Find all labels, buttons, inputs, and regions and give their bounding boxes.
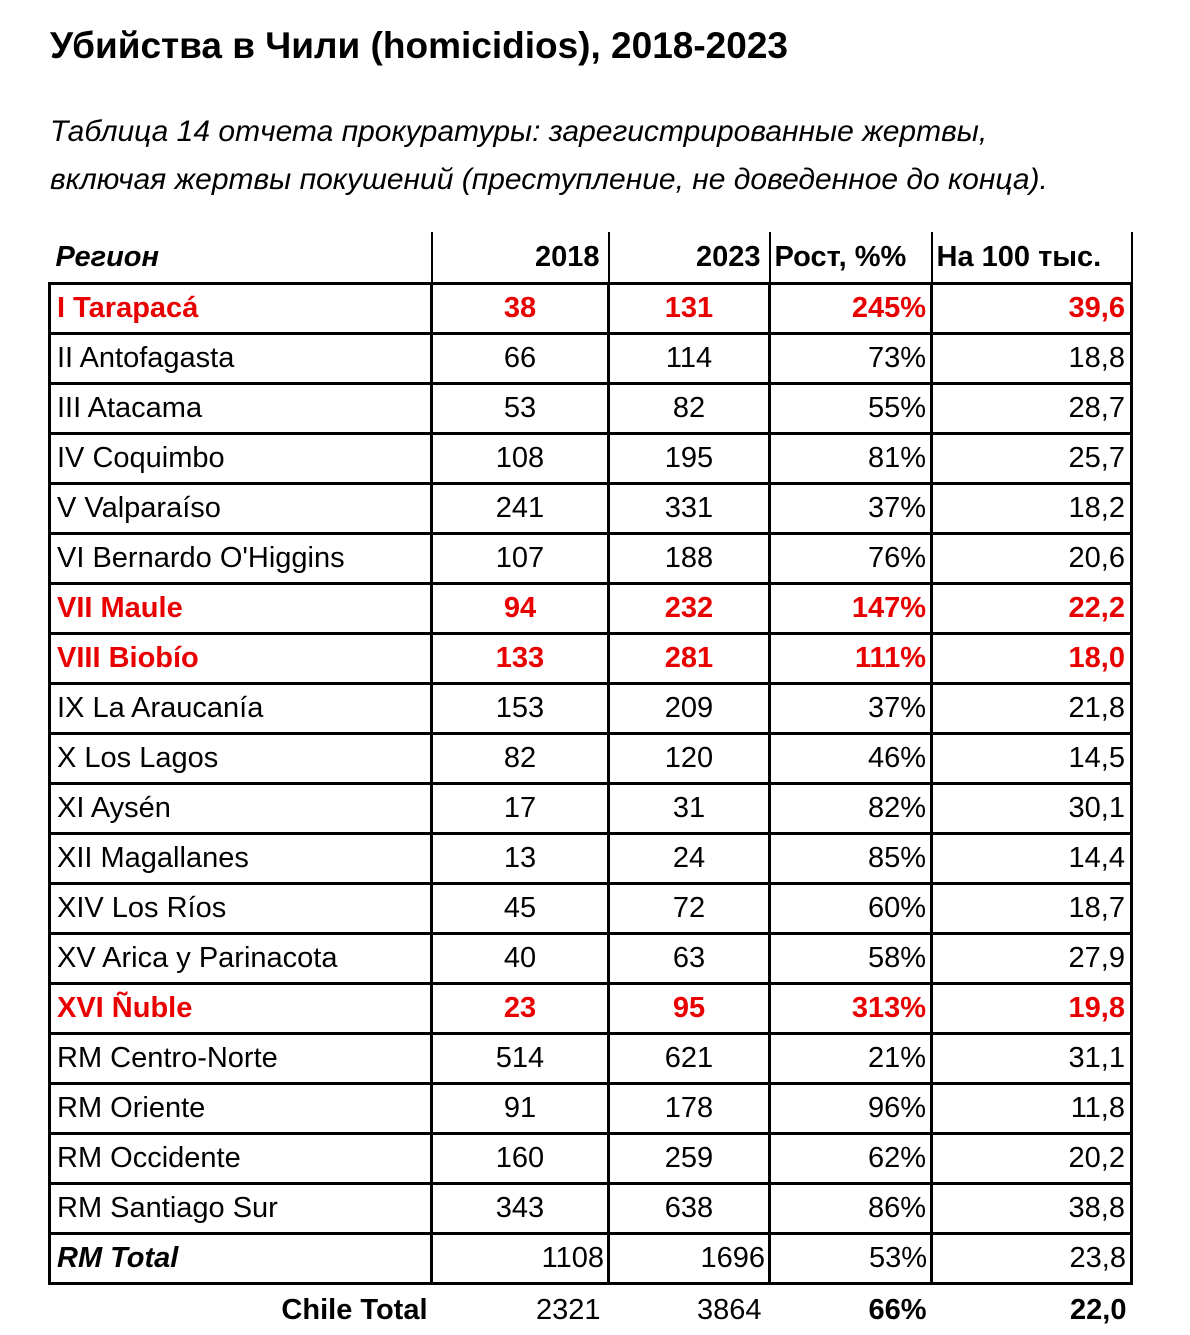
value-2023-cell: 259 — [609, 1134, 770, 1184]
rm-total-row — [50, 1234, 1132, 1284]
growth-cell: 86% — [770, 1184, 932, 1234]
growth-cell: 62% — [770, 1134, 932, 1184]
region-cell: X Los Lagos — [50, 734, 432, 784]
rm-total-2023-cell: 1696 — [609, 1234, 770, 1284]
value-2018-cell: 38 — [432, 284, 609, 334]
value-2018-cell: 66 — [432, 334, 609, 384]
per100k-cell: 18,8 — [932, 334, 1132, 384]
table-row — [50, 534, 1132, 584]
table-row — [50, 784, 1132, 834]
region-cell: VIII Biobío — [50, 634, 432, 684]
value-2023-cell: 621 — [609, 1034, 770, 1084]
value-2018-cell: 108 — [432, 434, 609, 484]
chile-total-2023-cell: 3864 — [609, 1284, 770, 1335]
growth-cell: 96% — [770, 1084, 932, 1134]
table-row — [50, 1184, 1132, 1234]
value-2018-cell: 153 — [432, 684, 609, 734]
value-2023-cell: 24 — [609, 834, 770, 884]
growth-cell: 46% — [770, 734, 932, 784]
region-cell: RM Oriente — [50, 1084, 432, 1134]
growth-cell: 58% — [770, 934, 932, 984]
value-2018-cell: 94 — [432, 584, 609, 634]
table-row — [50, 584, 1132, 634]
region-cell: IV Coquimbo — [50, 434, 432, 484]
value-2018-cell: 241 — [432, 484, 609, 534]
col-header-2023: 2023 — [609, 232, 770, 284]
col-header-growth: Рост, %% — [770, 232, 932, 284]
table-row — [50, 984, 1132, 1034]
subtitle-line-2: включая жертвы покушений (преступление, не доведенное до конца). — [50, 163, 1048, 196]
per100k-cell: 20,2 — [932, 1134, 1132, 1184]
value-2023-cell: 72 — [609, 884, 770, 934]
rm-total-2018-cell: 1108 — [432, 1234, 609, 1284]
value-2018-cell: 107 — [432, 534, 609, 584]
region-cell: XIV Los Ríos — [50, 884, 432, 934]
growth-cell: 82% — [770, 784, 932, 834]
region-cell: II Antofagasta — [50, 334, 432, 384]
table-row — [50, 884, 1132, 934]
table-row — [50, 634, 1132, 684]
table-row — [50, 434, 1132, 484]
table-row — [50, 734, 1132, 784]
per100k-cell: 20,6 — [932, 534, 1132, 584]
rm-total-label: RM Total — [50, 1234, 432, 1284]
growth-cell: 73% — [770, 334, 932, 384]
value-2023-cell: 638 — [609, 1184, 770, 1234]
value-2018-cell: 91 — [432, 1084, 609, 1134]
region-cell: IX La Araucanía — [50, 684, 432, 734]
growth-cell: 81% — [770, 434, 932, 484]
region-cell: VI Bernardo O'Higgins — [50, 534, 432, 584]
value-2023-cell: 95 — [609, 984, 770, 1034]
value-2018-cell: 133 — [432, 634, 609, 684]
col-header-region: Регион — [50, 232, 432, 284]
value-2023-cell: 31 — [609, 784, 770, 834]
per100k-cell: 28,7 — [932, 384, 1132, 434]
chile-total-row — [50, 1284, 1132, 1335]
value-2023-cell: 188 — [609, 534, 770, 584]
value-2023-cell: 195 — [609, 434, 770, 484]
table-row — [50, 1134, 1132, 1184]
value-2018-cell: 13 — [432, 834, 609, 884]
value-2018-cell: 514 — [432, 1034, 609, 1084]
growth-cell: 111% — [770, 634, 932, 684]
region-cell: XVI Ñuble — [50, 984, 432, 1034]
per100k-cell: 11,8 — [932, 1084, 1132, 1134]
subtitle-line-1: Таблица 14 отчета прокуратуры: зарегистрированные жертвы, — [50, 115, 987, 148]
per100k-cell: 27,9 — [932, 934, 1132, 984]
value-2018-cell: 40 — [432, 934, 609, 984]
per100k-cell: 30,1 — [932, 784, 1132, 834]
page-title: Убийства в Чили (homicidios), 2018-2023 — [50, 24, 1132, 68]
value-2018-cell: 82 — [432, 734, 609, 784]
region-cell: RM Centro-Norte — [50, 1034, 432, 1084]
value-2023-cell: 63 — [609, 934, 770, 984]
table-row — [50, 384, 1132, 434]
rm-total-per100k-cell: 23,8 — [932, 1234, 1132, 1284]
col-header-2018: 2018 — [432, 232, 609, 284]
per100k-cell: 22,2 — [932, 584, 1132, 634]
value-2023-cell: 131 — [609, 284, 770, 334]
chile-total-per100k-cell: 22,0 — [932, 1284, 1132, 1335]
per100k-cell: 31,1 — [932, 1034, 1132, 1084]
per100k-cell: 18,7 — [932, 884, 1132, 934]
value-2023-cell: 120 — [609, 734, 770, 784]
col-header-per100k: На 100 тыс. — [932, 232, 1132, 284]
growth-cell: 55% — [770, 384, 932, 434]
region-cell: V Valparaíso — [50, 484, 432, 534]
growth-cell: 245% — [770, 284, 932, 334]
per100k-cell: 14,4 — [932, 834, 1132, 884]
page-subtitle — [50, 108, 1132, 204]
growth-cell: 60% — [770, 884, 932, 934]
value-2018-cell: 53 — [432, 384, 609, 434]
per100k-cell: 21,8 — [932, 684, 1132, 734]
value-2023-cell: 82 — [609, 384, 770, 434]
per100k-cell: 25,7 — [932, 434, 1132, 484]
table-row — [50, 1034, 1132, 1084]
growth-cell: 313% — [770, 984, 932, 1034]
growth-cell: 37% — [770, 684, 932, 734]
growth-cell: 21% — [770, 1034, 932, 1084]
table-row — [50, 334, 1132, 384]
table-row — [50, 1084, 1132, 1134]
value-2023-cell: 281 — [609, 634, 770, 684]
per100k-cell: 39,6 — [932, 284, 1132, 334]
region-cell: RM Santiago Sur — [50, 1184, 432, 1234]
header-row — [50, 232, 1132, 284]
region-cell: RM Occidente — [50, 1134, 432, 1184]
table-row — [50, 684, 1132, 734]
chile-total-label: Chile Total — [50, 1284, 432, 1335]
per100k-cell: 18,0 — [932, 634, 1132, 684]
growth-cell: 76% — [770, 534, 932, 584]
per100k-cell: 18,2 — [932, 484, 1132, 534]
region-cell: XV Arica y Parinacota — [50, 934, 432, 984]
per100k-cell: 19,8 — [932, 984, 1132, 1034]
region-cell: XI Aysén — [50, 784, 432, 834]
value-2018-cell: 343 — [432, 1184, 609, 1234]
chile-total-growth-cell: 66% — [770, 1284, 932, 1335]
value-2023-cell: 114 — [609, 334, 770, 384]
value-2023-cell: 209 — [609, 684, 770, 734]
value-2018-cell: 160 — [432, 1134, 609, 1184]
table-row — [50, 934, 1132, 984]
growth-cell: 85% — [770, 834, 932, 884]
region-cell: I Tarapacá — [50, 284, 432, 334]
region-cell: XII Magallanes — [50, 834, 432, 884]
region-cell: VII Maule — [50, 584, 432, 634]
growth-cell: 147% — [770, 584, 932, 634]
value-2018-cell: 17 — [432, 784, 609, 834]
value-2018-cell: 23 — [432, 984, 609, 1034]
table-row — [50, 484, 1132, 534]
value-2018-cell: 45 — [432, 884, 609, 934]
homicides-table — [48, 232, 1133, 1335]
table-row — [50, 284, 1132, 334]
region-cell: III Atacama — [50, 384, 432, 434]
value-2023-cell: 232 — [609, 584, 770, 634]
per100k-cell: 14,5 — [932, 734, 1132, 784]
value-2023-cell: 331 — [609, 484, 770, 534]
table-body — [50, 284, 1132, 1234]
per100k-cell: 38,8 — [932, 1184, 1132, 1234]
table-row — [50, 834, 1132, 884]
growth-cell: 37% — [770, 484, 932, 534]
value-2023-cell: 178 — [609, 1084, 770, 1134]
rm-total-growth-cell: 53% — [770, 1234, 932, 1284]
chile-total-2018-cell: 2321 — [432, 1284, 609, 1335]
